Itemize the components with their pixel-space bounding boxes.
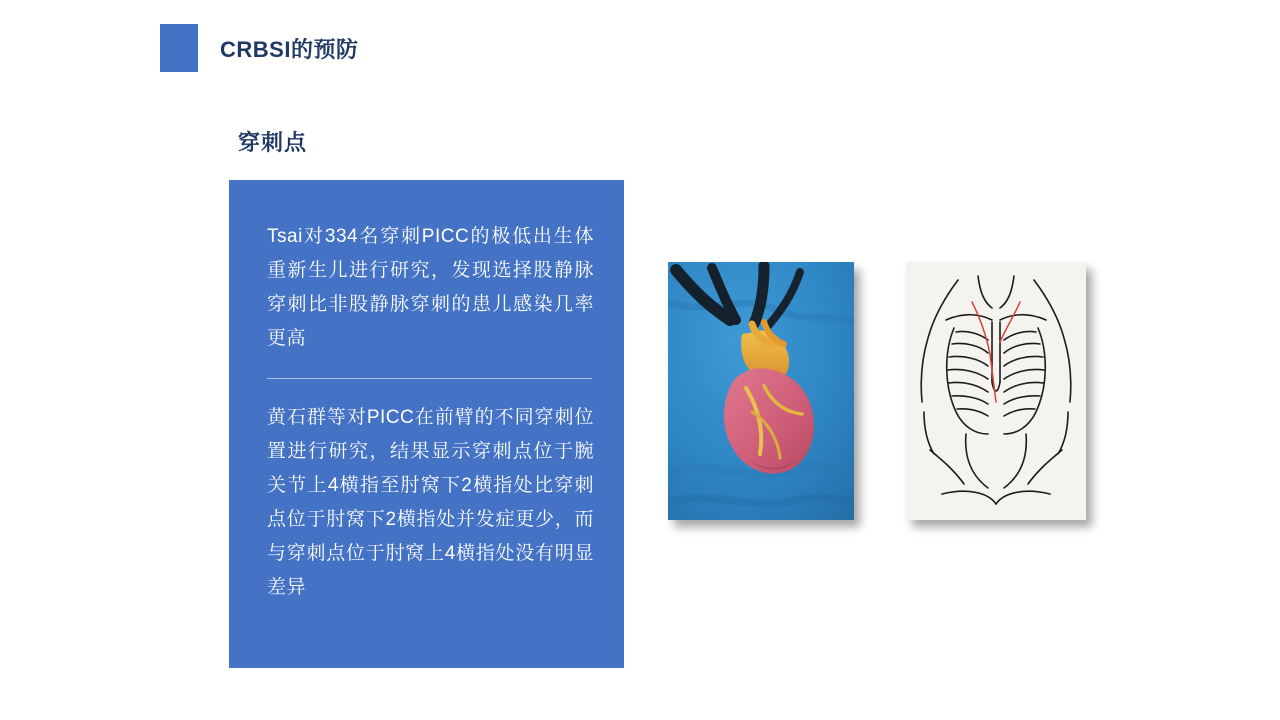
panel-paragraph-2: 黄石群等对PICC在前臂的不同穿刺位置进行研究，结果显示穿刺点位于腕关节上4横指至肘窝下2横指处比穿刺点位于肘窝下2横指处并发症更少，而与穿刺点位于肘窝上4横指处没有明显差异 <box>267 407 594 598</box>
panel-paragraph-1: Tsai对334名穿刺PICC的极低出生体重新生儿进行研究，发现选择股静脉穿刺比非股静脉穿刺的患儿感染几率更高 <box>267 226 594 349</box>
chest-line-drawing-illustration <box>906 262 1086 520</box>
content-panel <box>229 180 624 668</box>
chest-line-drawing <box>906 262 1086 520</box>
heart-anatomy-photo <box>668 262 854 520</box>
header-accent-block <box>160 24 198 72</box>
slide-header <box>160 24 358 72</box>
panel-divider <box>267 378 592 379</box>
page-title: CRBSI的预防 <box>220 36 359 62</box>
section-title: 穿刺点 <box>238 130 308 155</box>
heart-anatomy-illustration <box>668 262 854 520</box>
